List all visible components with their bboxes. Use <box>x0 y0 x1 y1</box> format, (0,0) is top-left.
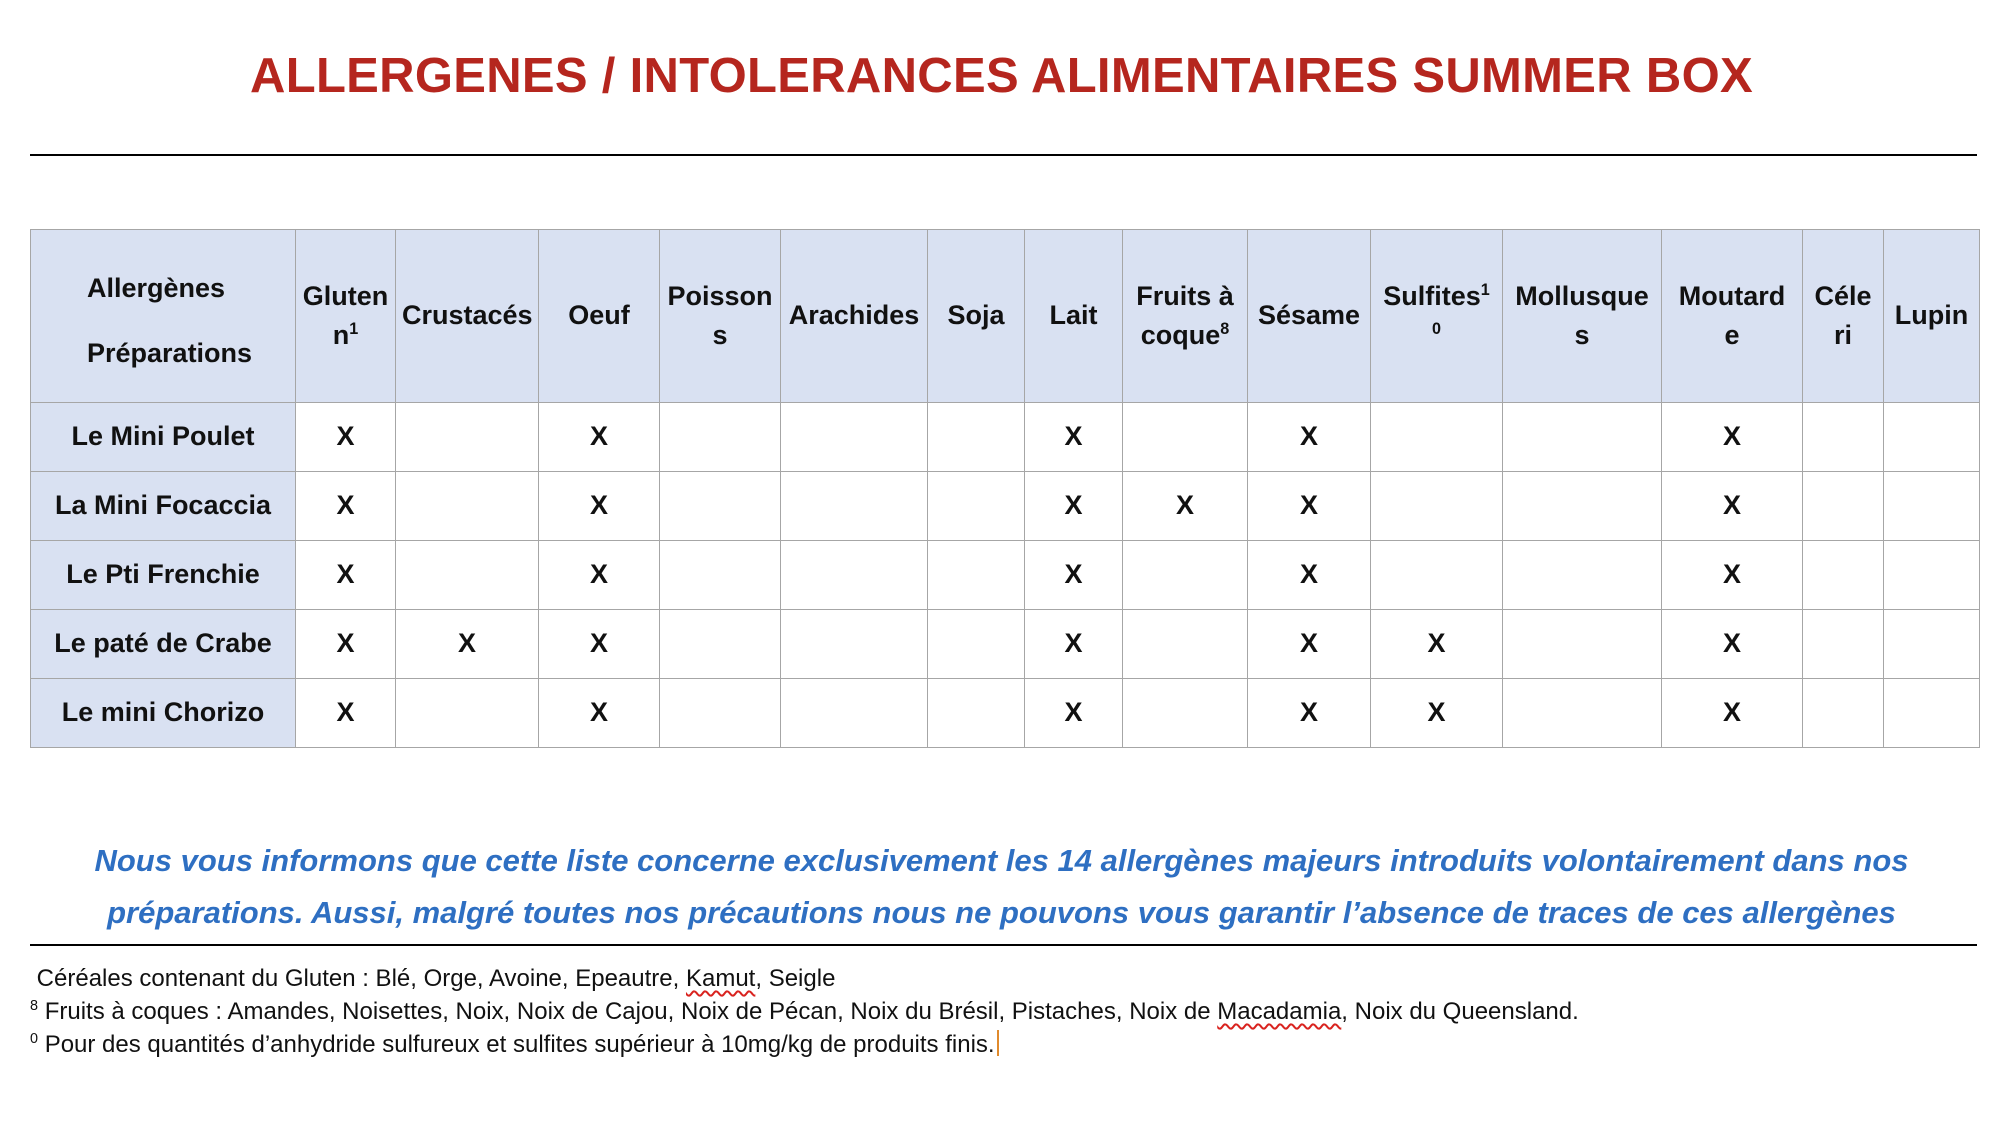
column-header-text: Fruits à <box>1136 280 1234 311</box>
allergen-present-mark: X <box>539 541 660 610</box>
allergen-present-mark: X <box>1025 541 1123 610</box>
allergen-cell-empty <box>1123 403 1248 472</box>
footnote-gluten <box>30 962 1970 995</box>
allergen-cell-empty <box>928 472 1025 541</box>
allergen-cell-empty <box>1503 679 1662 748</box>
column-header-text: Sulfites <box>1383 280 1481 311</box>
footnote-ref: 1 <box>349 320 359 338</box>
allergen-present-mark: X <box>539 610 660 679</box>
preparations-body <box>31 403 1980 748</box>
allergen-table <box>30 229 1980 748</box>
column-header-glutenn <box>296 230 396 403</box>
allergen-cell-empty <box>781 679 928 748</box>
preparations-heading: Préparations <box>87 338 253 368</box>
allergen-present-mark: X <box>296 679 396 748</box>
allergen-cell-empty <box>1803 541 1884 610</box>
allergen-present-mark: X <box>1662 610 1803 679</box>
gluten-text-end: , Seigle <box>755 965 836 992</box>
allergen-cell-empty <box>1371 541 1503 610</box>
allergen-cell-empty <box>396 679 539 748</box>
column-header-fruits-acoque <box>1123 230 1248 403</box>
spelling-flag-macadamia: Macadamia <box>1217 998 1342 1025</box>
footnote-nuts <box>30 995 1970 1028</box>
allergen-cell-empty <box>660 610 781 679</box>
allergen-cell-empty <box>928 679 1025 748</box>
column-header-mollusques <box>1503 230 1662 403</box>
allergen-present-mark: X <box>296 472 396 541</box>
allergen-cell-empty <box>1803 679 1884 748</box>
allergen-present-mark: X <box>1248 472 1371 541</box>
allergen-cell-empty <box>781 541 928 610</box>
allergen-present-mark: X <box>396 610 539 679</box>
column-header-crustaces <box>396 230 539 403</box>
allergen-cell-empty <box>1803 403 1884 472</box>
allergen-cell-empty <box>928 541 1025 610</box>
allergen-cell-empty <box>928 403 1025 472</box>
allergen-present-mark: X <box>296 403 396 472</box>
footnote-ref: 8 <box>1220 320 1230 338</box>
gluten-text-start: Céréales contenant du Gluten : Blé, Orge, Avoine, Epeautre, <box>36 965 686 992</box>
column-header-text: Lupin <box>1894 300 1969 331</box>
sulfites-text: Pour des quantités d’anhydride sulfureux et sulfites supérieur à 10mg/kg de produits finis. <box>44 1031 995 1058</box>
column-header-text: Lait <box>1049 300 1098 331</box>
column-header-arachides <box>781 230 928 403</box>
column-header-poissons <box>660 230 781 403</box>
allergen-cell-empty <box>1884 679 1980 748</box>
allergen-cell-empty <box>781 403 928 472</box>
allergen-present-mark: X <box>1248 541 1371 610</box>
preparation-name: Le mini Chorizo <box>31 679 296 748</box>
column-header-text-wrap: s <box>712 320 728 350</box>
allergen-present-mark: X <box>1662 541 1803 610</box>
footnote-divider <box>30 944 1977 946</box>
column-header-text: Poisson <box>667 280 773 311</box>
allergen-cell-empty <box>1884 610 1980 679</box>
preparation-name: Le paté de Crabe <box>31 610 296 679</box>
allergen-present-mark: X <box>1025 679 1123 748</box>
allergens-heading: Allergènes <box>87 273 226 303</box>
column-header-text: Moutard <box>1678 280 1786 311</box>
allergen-present-mark: X <box>1025 403 1123 472</box>
allergen-cell-empty <box>781 610 928 679</box>
allergen-present-mark: X <box>1248 610 1371 679</box>
allergen-cell-empty <box>1371 403 1503 472</box>
column-header-text: Arachides <box>788 300 920 331</box>
allergen-cell-empty <box>1503 541 1662 610</box>
allergen-present-mark: X <box>296 541 396 610</box>
allergen-cell-empty <box>781 472 928 541</box>
footnote-marker-0: 0 <box>30 1031 39 1047</box>
allergen-present-mark: X <box>1662 472 1803 541</box>
column-header-celeri <box>1803 230 1884 403</box>
footnotes <box>30 962 1970 1061</box>
allergen-present-mark: X <box>1025 610 1123 679</box>
preparation-name: Le Mini Poulet <box>31 403 296 472</box>
column-header-lait <box>1025 230 1123 403</box>
column-header-text-wrap: coque <box>1140 320 1221 350</box>
column-header-text: Crustacés <box>402 300 533 331</box>
corner-header <box>31 230 296 403</box>
allergen-cell-empty <box>396 403 539 472</box>
column-header-oeuf <box>539 230 660 403</box>
column-header-text-wrap: n <box>332 320 350 350</box>
preparation-name: Le Pti Frenchie <box>31 541 296 610</box>
notice-line-1: Nous vous informons que cette liste concerne exclusivement les 14 allergènes majeurs introduits volontairement dans nos <box>94 843 1909 878</box>
allergen-present-mark: X <box>1662 679 1803 748</box>
nuts-text-end: , Noix du Queensland. <box>1341 998 1579 1025</box>
allergen-present-mark: X <box>1248 679 1371 748</box>
allergen-cell-empty <box>1503 610 1662 679</box>
allergen-cell-empty <box>1371 472 1503 541</box>
allergen-cell-empty <box>928 610 1025 679</box>
table-row-le-mini-poulet <box>31 403 1980 472</box>
allergen-cell-empty <box>1123 610 1248 679</box>
column-header-text-wrap: e <box>1724 320 1740 350</box>
column-header-soja <box>928 230 1025 403</box>
notice-line-2: préparations. Aussi, malgré toutes nos précautions nous ne pouvons vous garantir l’absence de traces de ces allergènes <box>107 895 1896 930</box>
allergen-cell-empty <box>396 541 539 610</box>
allergen-present-mark: X <box>1371 610 1503 679</box>
allergen-cell-empty <box>1503 472 1662 541</box>
allergen-cell-empty <box>1803 472 1884 541</box>
allergen-present-mark: X <box>1025 472 1123 541</box>
allergen-cell-empty <box>1503 403 1662 472</box>
table-row-le-pti-frenchie <box>31 541 1980 610</box>
allergen-cell-empty <box>1123 541 1248 610</box>
allergen-present-mark: X <box>539 403 660 472</box>
allergen-cell-empty <box>660 541 781 610</box>
allergen-cell-empty <box>396 472 539 541</box>
column-header-text: Mollusque <box>1515 280 1649 311</box>
column-header-text-wrap: s <box>1574 320 1590 350</box>
allergen-present-mark: X <box>1662 403 1803 472</box>
column-header-text: Sésame <box>1257 300 1361 331</box>
column-header-text: Soja <box>947 300 1005 331</box>
footnote-ref: 1 <box>1480 280 1490 299</box>
allergen-cell-empty <box>1123 679 1248 748</box>
title-divider <box>30 154 1977 156</box>
preparation-name: La Mini Focaccia <box>31 472 296 541</box>
table-row-la-mini-focaccia <box>31 472 1980 541</box>
allergen-present-mark: X <box>539 679 660 748</box>
footnote-ref-wrap: 0 <box>1431 320 1441 338</box>
allergen-cell-empty <box>1884 403 1980 472</box>
column-header-sulfites <box>1371 230 1503 403</box>
spelling-flag-kamut: Kamut <box>685 965 756 992</box>
allergen-present-mark: X <box>1248 403 1371 472</box>
table-row-le-pate-de-crabe <box>31 610 1980 679</box>
column-header-text-wrap: ri <box>1833 320 1852 350</box>
allergen-cell-empty <box>1803 610 1884 679</box>
allergen-cell-empty <box>660 679 781 748</box>
nuts-text-start: Fruits à coques : Amandes, Noisettes, Noix, Noix de Cajou, Noix de Pécan, Noix du Brésil, Pistaches, Noix de <box>44 998 1218 1025</box>
allergen-notice <box>60 835 1943 939</box>
allergen-present-mark: X <box>1371 679 1503 748</box>
page-title: ALLERGENES / INTOLERANCES ALIMENTAIRES SUMMER BOX <box>250 49 1753 103</box>
column-header-text: Oeuf <box>568 300 630 331</box>
allergen-present-mark: X <box>539 472 660 541</box>
footnote-marker-8: 8 <box>30 998 39 1014</box>
allergen-cell-empty <box>1884 472 1980 541</box>
column-header-moutarde <box>1662 230 1803 403</box>
allergen-present-mark: X <box>296 610 396 679</box>
header-row <box>31 230 1980 403</box>
footnote-sulfites <box>30 1028 1970 1061</box>
allergen-present-mark: X <box>1123 472 1248 541</box>
column-header-text: Céle <box>1814 280 1872 311</box>
text-cursor[interactable] <box>997 1030 999 1056</box>
column-header-text: Gluten <box>302 280 389 311</box>
column-header-sesame <box>1248 230 1371 403</box>
allergen-cell-empty <box>660 472 781 541</box>
column-header-lupin <box>1884 230 1980 403</box>
table-row-le-mini-chorizo <box>31 679 1980 748</box>
allergen-cell-empty <box>660 403 781 472</box>
allergen-cell-empty <box>1884 541 1980 610</box>
